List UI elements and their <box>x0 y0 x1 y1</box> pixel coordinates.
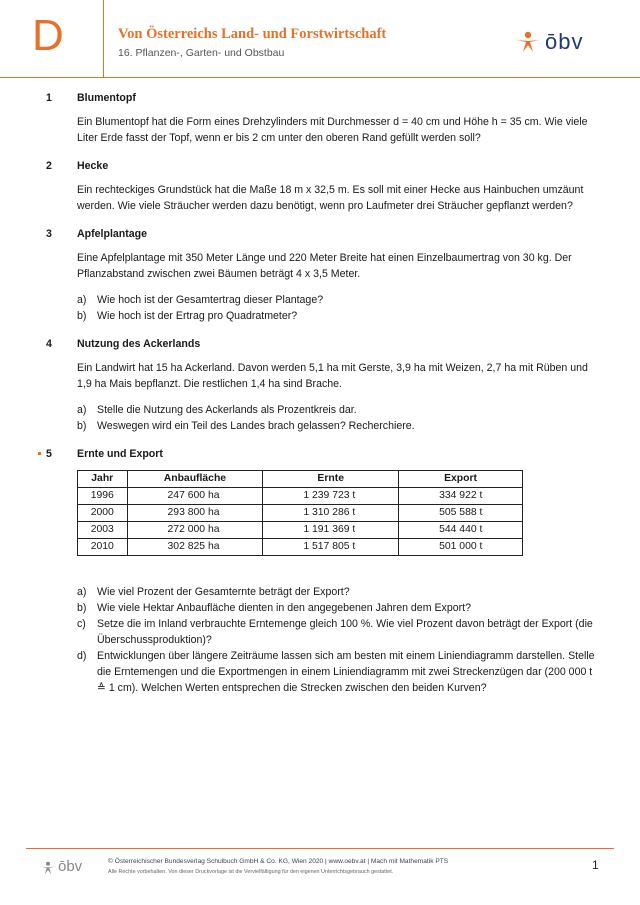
exercise-3 <box>0 226 640 324</box>
subtask-marker: b) <box>77 602 87 614</box>
table-cell: 544 440 t <box>399 522 523 539</box>
subtask-marker: d) <box>77 650 87 662</box>
exercise-title: Hecke <box>77 160 109 172</box>
table-cell: 1 191 369 t <box>263 522 399 539</box>
header-divider-vertical <box>103 0 104 78</box>
exercise-body <box>77 250 597 324</box>
exercise-body <box>77 360 597 434</box>
subtask-marker: b) <box>77 310 87 322</box>
subtask-marker: a) <box>77 294 87 306</box>
footer-divider <box>26 848 614 849</box>
table-cell: 1996 <box>78 488 128 505</box>
subtask-list <box>77 402 597 434</box>
subtask-item <box>77 402 597 418</box>
exercise-text: Eine Apfelplantage mit 350 Meter Länge und 220 Meter Breite hat einen Einzelbaumertrag von 30 kg. Der Pflanzabstand zwischen zwei Bäumen beträgt 4 x 3,5 Meter. <box>77 252 572 280</box>
subtask-text: Wie hoch ist der Gesamtertrag dieser Plantage? <box>97 294 324 306</box>
exercise-number: 2 <box>46 160 52 172</box>
table-row <box>78 488 523 505</box>
table-row <box>78 539 523 556</box>
exercise-title: Ernte und Export <box>77 448 163 460</box>
exercise-body <box>77 470 597 696</box>
footer-logo-text: ōbv <box>58 858 83 875</box>
oebv-logo-icon <box>515 30 541 54</box>
subtask-text: Wie viel Prozent der Gesamternte beträgt der Export? <box>97 586 350 598</box>
table-cell: 2003 <box>78 522 128 539</box>
subtask-marker: b) <box>77 420 87 432</box>
table-cell: 293 800 ha <box>127 505 263 522</box>
highlight-marker <box>38 452 41 455</box>
exercise-number: 3 <box>46 228 52 240</box>
subtask-text: Wie viele Hektar Anbaufläche dienten in den angegebenen Jahren dem Export? <box>97 602 471 614</box>
exercise-number: 1 <box>46 92 52 104</box>
exercise-number: 5 <box>46 448 52 460</box>
exercise-number: 4 <box>46 338 52 350</box>
exercise-1 <box>0 90 640 146</box>
subtask-item <box>77 616 597 648</box>
table-cell: 505 588 t <box>399 505 523 522</box>
table-cell: 247 600 ha <box>127 488 263 505</box>
exercise-text: Ein Blumentopf hat die Form eines Drehzylinders mit Durchmesser d = 40 cm und Höhe h = 35 cm. Wie viele Liter Erde fasst der Topf, wenn er bis 2 cm unter den oberen Rand gefüllt werden soll? <box>77 116 588 144</box>
table-cell: 1 239 723 t <box>263 488 399 505</box>
subtask-item <box>77 308 597 324</box>
subtask-text: Wie hoch ist der Ertrag pro Quadratmeter? <box>97 310 298 322</box>
subtask-item <box>77 648 597 696</box>
subtask-text: Weswegen wird ein Teil des Landes brach gelassen? Recherchiere. <box>97 420 415 432</box>
publisher-logo <box>515 28 595 56</box>
subtask-text: Stelle die Nutzung des Ackerlands als Prozentkreis dar. <box>97 404 357 416</box>
harvest-export-table <box>77 470 523 556</box>
subtask-marker: c) <box>77 618 86 630</box>
exercise-title: Apfelplantage <box>77 228 148 240</box>
exercise-5 <box>0 446 640 696</box>
page-header <box>0 0 640 78</box>
subtask-item <box>77 600 597 616</box>
column-header: Jahr <box>78 471 128 488</box>
page-number: 1 <box>592 858 599 872</box>
table-cell: 1 310 286 t <box>263 505 399 522</box>
logo-text: ōbv <box>545 29 584 54</box>
page-title: Von Österreichs Land- und Forstwirtschaft <box>118 26 387 42</box>
subtask-item <box>77 292 597 308</box>
table-cell: 1 517 805 t <box>263 539 399 556</box>
subtask-text: Setze die im Inland verbrauchte Erntemenge gleich 100 %. Wie viel Prozent davon beträgt der Export (die Überschussproduktion)? <box>97 618 593 646</box>
worksheet-content <box>0 90 640 696</box>
subtask-marker: a) <box>77 404 87 416</box>
exercise-text: Ein Landwirt hat 15 ha Ackerland. Davon werden 5,1 ha mit Gerste, 3,9 ha mit Weizen, 2,7 ha mit Rüben und 1,9 ha Mais bepflanzt. Die restlichen 1,4 ha sind Brache. <box>77 362 588 390</box>
exercise-4 <box>0 336 640 434</box>
table-cell: 334 922 t <box>399 488 523 505</box>
footer-logo <box>40 858 100 878</box>
oebv-logo-icon <box>40 860 56 876</box>
table-cell: 501 000 t <box>399 539 523 556</box>
exercise-2 <box>0 158 640 214</box>
page-subtitle: 16. Pflanzen-, Garten- und Obstbau <box>118 47 285 59</box>
subtask-item <box>77 584 597 600</box>
exercise-title: Nutzung des Ackerlands <box>77 338 201 350</box>
column-header: Ernte <box>263 471 399 488</box>
column-header: Anbaufläche <box>127 471 263 488</box>
table-cell: 272 000 ha <box>127 522 263 539</box>
chapter-letter: D <box>32 11 64 60</box>
subtask-item <box>77 418 597 434</box>
table-cell: 302 825 ha <box>127 539 263 556</box>
table-row <box>78 505 523 522</box>
table-header-row <box>78 471 523 488</box>
subtask-list <box>77 292 597 324</box>
exercise-text: Ein rechteckiges Grundstück hat die Maße 18 m x 32,5 m. Es soll mit einer Hecke aus Hainbuchen umzäunt werden. Wie viele Sträucher werden dazu benötigt, wenn pro Laufmeter drei Sträucher gepflanzt werden? <box>77 184 584 212</box>
table-cell: 2010 <box>78 539 128 556</box>
subtask-text: Entwicklungen über längere Zeiträume lassen sich am besten mit einem Liniendiagramm darstellen. Stelle die Erntemengen und die Exportmengen in einem Liniendiagramm mit zwei Streckenzügen dar (200 000 t ≙ 1 cm). Welchen Werten entsprechen die Strecken zwischen den beiden Kurven? <box>97 650 595 694</box>
footer-rights: Alle Rechte vorbehalten. Von dieser Druckvorlage ist die Vervielfältigung für den eigenen Unterrichtsgebrauch gestattet. <box>108 869 394 875</box>
exercise-title: Blumentopf <box>77 92 136 104</box>
header-divider-horizontal <box>0 77 640 78</box>
subtask-list <box>77 584 597 696</box>
footer-copyright: © Österreichischer Bundesverlag Schulbuch GmbH & Co. KG, Wien 2020 | www.oebv.at | Mach mit Mathematik PTS <box>108 858 449 865</box>
column-header: Export <box>399 471 523 488</box>
subtask-marker: a) <box>77 586 87 598</box>
table-row <box>78 522 523 539</box>
table-cell: 2000 <box>78 505 128 522</box>
